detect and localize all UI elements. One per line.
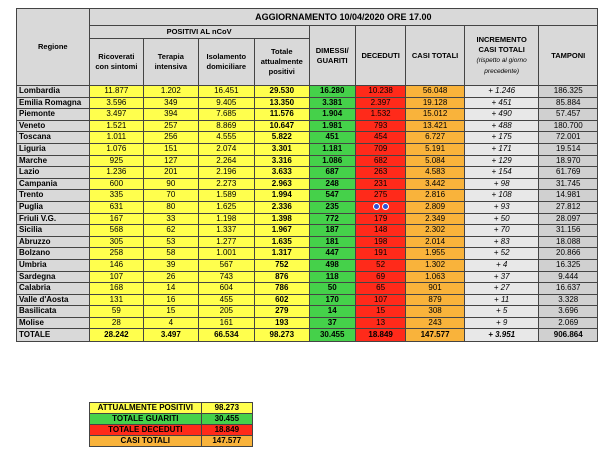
table-row [17, 306, 598, 318]
cell-ter: 127 [144, 155, 198, 167]
cell-inc: + 11 [464, 294, 539, 306]
header-totale-positivi: Totale attualmente positivi [255, 39, 309, 86]
cell-dim: 235 [309, 201, 355, 213]
cell-tot: 279 [255, 306, 309, 318]
cell-tot: 786 [255, 283, 309, 295]
cell-tot: 29.530 [255, 86, 309, 98]
cell-casi: 5.084 [406, 155, 465, 167]
cell-tamp: 186.325 [539, 86, 598, 98]
table-row [17, 201, 598, 213]
header-dimessi: DIMESSI/ GUARITI [309, 26, 355, 86]
table-row [17, 248, 598, 260]
cell-iso: 1.337 [198, 225, 254, 237]
cell-casi: 6.727 [406, 132, 465, 144]
cell-ter: 394 [144, 109, 198, 121]
cell-ter: 3.497 [144, 329, 198, 342]
cell-regione: Marche [17, 155, 90, 167]
cell-dim: 181 [309, 236, 355, 248]
table-row [17, 225, 598, 237]
cell-dim: 687 [309, 167, 355, 179]
cell-ric: 11.877 [89, 86, 143, 98]
cell-iso: 2.264 [198, 155, 254, 167]
cell-inc: + 171 [464, 143, 539, 155]
table-title: AGGIORNAMENTO 10/04/2020 ORE 17.00 [89, 9, 597, 26]
cell-tamp: 9.444 [539, 271, 598, 283]
cell-ric: 631 [89, 201, 143, 213]
cell-dec: 275 [355, 190, 405, 202]
cell-ric: 305 [89, 236, 143, 248]
cell-inc: + 52 [464, 248, 539, 260]
cell-inc: + 9 [464, 317, 539, 329]
cell-dec: 69 [355, 271, 405, 283]
header-isolamento: Isolamento domiciliare [198, 39, 254, 86]
cell-tamp: 19.514 [539, 143, 598, 155]
cell-dec: 682 [355, 155, 405, 167]
cell-ter: 257 [144, 120, 198, 132]
cell-ric: 59 [89, 306, 143, 318]
cell-inc: + 83 [464, 236, 539, 248]
cell-dim: 1.086 [309, 155, 355, 167]
cell-tamp: 2.069 [539, 317, 598, 329]
cell-iso: 743 [198, 271, 254, 283]
cell-ter: 80 [144, 201, 198, 213]
cell-tamp: 18.970 [539, 155, 598, 167]
cell-ric: 3.596 [89, 97, 143, 109]
cell-casi: 1.063 [406, 271, 465, 283]
cell-casi: 4.583 [406, 167, 465, 179]
cell-ter: 16 [144, 294, 198, 306]
cell-tot: 1.967 [255, 225, 309, 237]
cell-casi: 56.048 [406, 86, 465, 98]
cell-tot: 10.647 [255, 120, 309, 132]
cell-dim: 498 [309, 259, 355, 271]
cell-tamp: 20.866 [539, 248, 598, 260]
legend-label: TOTALE DECEDUTI [90, 425, 202, 436]
cell-iso: 2.273 [198, 178, 254, 190]
cell-iso: 4.555 [198, 132, 254, 144]
cell-dim: 447 [309, 248, 355, 260]
cell-regione: Umbria [17, 259, 90, 271]
cell-ric: 258 [89, 248, 143, 260]
cell-dec: 1.532 [355, 109, 405, 121]
table-row [17, 213, 598, 225]
cell-ter: 14 [144, 283, 198, 295]
cell-inc: + 70 [464, 225, 539, 237]
table-row [17, 259, 598, 271]
cell-tamp: 14.981 [539, 190, 598, 202]
table-row [17, 109, 598, 121]
cell-tot: 1.317 [255, 248, 309, 260]
cell-ter: 151 [144, 143, 198, 155]
cell-ric: 167 [89, 213, 143, 225]
table-row [17, 120, 598, 132]
cell-tamp: 16.325 [539, 259, 598, 271]
cell-tot: 2.336 [255, 201, 309, 213]
cell-dim: 187 [309, 225, 355, 237]
cell-dec: 52 [355, 259, 405, 271]
cell-ter: 90 [144, 178, 198, 190]
cell-casi: 15.012 [406, 109, 465, 121]
legend-value: 147.577 [201, 436, 252, 447]
legend-value: 18.849 [201, 425, 252, 436]
legend-table [89, 402, 253, 447]
header-deceduti: DECEDUTI [355, 26, 405, 86]
cell-tot: 1.398 [255, 213, 309, 225]
cell-regione: Friuli V.G. [17, 213, 90, 225]
cell-ter: 349 [144, 97, 198, 109]
cell-iso: 205 [198, 306, 254, 318]
cell-regione: Trento [17, 190, 90, 202]
table-row [17, 317, 598, 329]
legend-value: 98.273 [201, 403, 252, 414]
cell-casi: 1.955 [406, 248, 465, 260]
cell-tamp: 27.812 [539, 201, 598, 213]
cell-ter: 33 [144, 213, 198, 225]
cell-ter: 53 [144, 236, 198, 248]
cell-casi: 308 [406, 306, 465, 318]
cell-dec: 10.238 [355, 86, 405, 98]
cell-tot: 876 [255, 271, 309, 283]
cell-iso: 8.869 [198, 120, 254, 132]
cell-ric: 146 [89, 259, 143, 271]
cell-tot: 98.273 [255, 329, 309, 342]
cell-dim: 118 [309, 271, 355, 283]
cell-dim: 451 [309, 132, 355, 144]
cell-ter: 15 [144, 306, 198, 318]
table-row [17, 167, 598, 179]
cell-casi: 2.809 [406, 201, 465, 213]
header-incremento-note: (rispetto al giorno precedente) [476, 56, 527, 75]
cell-casi: 13.421 [406, 120, 465, 132]
header-terapia: Terapia intensiva [144, 39, 198, 86]
cell-inc: + 50 [464, 213, 539, 225]
header-tamponi: TAMPONI [539, 26, 598, 86]
cell-ric: 107 [89, 271, 143, 283]
cell-ter: 39 [144, 259, 198, 271]
cell-dec: 709 [355, 143, 405, 155]
cell-dec: 263 [355, 167, 405, 179]
cell-casi: 5.191 [406, 143, 465, 155]
cell-regione: Veneto [17, 120, 90, 132]
cell-dec: 2.397 [355, 97, 405, 109]
cell-inc: + 490 [464, 109, 539, 121]
cell-iso: 9.405 [198, 97, 254, 109]
cell-tot: 5.822 [255, 132, 309, 144]
cell-casi: 147.577 [406, 329, 465, 342]
cell-inc: + 108 [464, 190, 539, 202]
cell-dim: 1.981 [309, 120, 355, 132]
cell-iso: 567 [198, 259, 254, 271]
cell-dec: 454 [355, 132, 405, 144]
cell-ter: 58 [144, 248, 198, 260]
table-row [17, 155, 598, 167]
cell-ric: 925 [89, 155, 143, 167]
blue-dot-icon [382, 203, 389, 210]
cell-ter: 1.202 [144, 86, 198, 98]
cell-regione: Abruzzo [17, 236, 90, 248]
cell-iso: 604 [198, 283, 254, 295]
cell-regione: Lombardia [17, 86, 90, 98]
cell-iso: 2.196 [198, 167, 254, 179]
cell-regione: Bolzano [17, 248, 90, 260]
cell-tot: 752 [255, 259, 309, 271]
cell-casi: 2.349 [406, 213, 465, 225]
cell-tamp: 3.328 [539, 294, 598, 306]
header-ricoverati: Ricoverati con sintomi [89, 39, 143, 86]
cell-regione: Campania [17, 178, 90, 190]
cell-tot: 602 [255, 294, 309, 306]
cell-inc: + 37 [464, 271, 539, 283]
cell-dec: 65 [355, 283, 405, 295]
cell-dim: 50 [309, 283, 355, 295]
legend-row [90, 425, 253, 436]
cell-tamp: 85.884 [539, 97, 598, 109]
cell-casi: 879 [406, 294, 465, 306]
cell-tot: 13.350 [255, 97, 309, 109]
cell-iso: 1.277 [198, 236, 254, 248]
cell-dec: 179 [355, 213, 405, 225]
cell-inc: + 175 [464, 132, 539, 144]
cell-tamp: 3.696 [539, 306, 598, 318]
cell-dec: 793 [355, 120, 405, 132]
cell-tamp: 180.700 [539, 120, 598, 132]
cell-ter: 62 [144, 225, 198, 237]
cell-tot: 193 [255, 317, 309, 329]
cell-iso: 161 [198, 317, 254, 329]
cell-inc: + 93 [464, 201, 539, 213]
legend-row [90, 414, 253, 425]
cell-ter: 4 [144, 317, 198, 329]
header-casi-totali: CASI TOTALI [406, 26, 465, 86]
cell-dec: 15 [355, 306, 405, 318]
cell-regione: Calabria [17, 283, 90, 295]
legend-label: ATTUALMENTE POSITIVI [90, 403, 202, 414]
cell-ric: 168 [89, 283, 143, 295]
cell-tot: 3.633 [255, 167, 309, 179]
cell-tot: 1.994 [255, 190, 309, 202]
header-positivi: POSITIVI AL nCoV [89, 26, 309, 39]
header-incremento [464, 26, 539, 86]
cell-dim: 1.904 [309, 109, 355, 121]
cell-regione: Valle d'Aosta [17, 294, 90, 306]
cell-inc: + 3.951 [464, 329, 539, 342]
table-row [17, 190, 598, 202]
table-row [17, 132, 598, 144]
cell-inc: + 4 [464, 259, 539, 271]
legend-row [90, 403, 253, 414]
cell-dec: 231 [355, 178, 405, 190]
cell-ter: 70 [144, 190, 198, 202]
totals-row [17, 329, 598, 342]
cell-iso: 2.074 [198, 143, 254, 155]
cell-tamp: 57.457 [539, 109, 598, 121]
table-row [17, 143, 598, 155]
cell-ric: 28.242 [89, 329, 143, 342]
cell-tamp: 72.001 [539, 132, 598, 144]
cell-ric: 1.076 [89, 143, 143, 155]
cell-casi: 243 [406, 317, 465, 329]
cell-inc: + 129 [464, 155, 539, 167]
cell-regione: Puglia [17, 201, 90, 213]
cell-tot: 3.316 [255, 155, 309, 167]
cell-casi: 2.302 [406, 225, 465, 237]
cell-dim: 16.280 [309, 86, 355, 98]
cell-regione: Emilia Romagna [17, 97, 90, 109]
cell-dim: 772 [309, 213, 355, 225]
table-row [17, 294, 598, 306]
cell-dim: 170 [309, 294, 355, 306]
cell-dim: 1.181 [309, 143, 355, 155]
cell-casi: 3.442 [406, 178, 465, 190]
cell-ric: 568 [89, 225, 143, 237]
cell-ric: 1.521 [89, 120, 143, 132]
cell-regione: TOTALE [17, 329, 90, 342]
cell-dec: 107 [355, 294, 405, 306]
cell-ric: 28 [89, 317, 143, 329]
cell-casi: 1.302 [406, 259, 465, 271]
cell-iso: 7.685 [198, 109, 254, 121]
cell-regione: Molise [17, 317, 90, 329]
cell-tot: 3.301 [255, 143, 309, 155]
header-regione: Regione [17, 9, 90, 86]
table-row [17, 283, 598, 295]
cell-regione: Toscana [17, 132, 90, 144]
cell-ric: 131 [89, 294, 143, 306]
cell-ter: 26 [144, 271, 198, 283]
cell-inc: + 451 [464, 97, 539, 109]
cell-inc: + 488 [464, 120, 539, 132]
cell-iso: 455 [198, 294, 254, 306]
covid-data-table [16, 8, 598, 342]
cell-regione: Sicilia [17, 225, 90, 237]
blue-dot-icon [373, 203, 380, 210]
cell-iso: 1.589 [198, 190, 254, 202]
cell-dim: 30.455 [309, 329, 355, 342]
cell-regione: Basilicata [17, 306, 90, 318]
cell-inc: + 1.246 [464, 86, 539, 98]
cell-ter: 256 [144, 132, 198, 144]
cell-ric: 1.011 [89, 132, 143, 144]
header-incremento-label: INCREMENTO CASI TOTALI [476, 34, 527, 54]
cell-ric: 335 [89, 190, 143, 202]
cell-iso: 16.451 [198, 86, 254, 98]
cell-casi: 2.816 [406, 190, 465, 202]
cell-iso: 1.198 [198, 213, 254, 225]
cell-tot: 1.635 [255, 236, 309, 248]
cell-regione: Piemonte [17, 109, 90, 121]
cell-dim: 248 [309, 178, 355, 190]
cell-regione: Lazio [17, 167, 90, 179]
table-row [17, 86, 598, 98]
cell-ric: 3.497 [89, 109, 143, 121]
cell-dec: 13 [355, 317, 405, 329]
cell-dec: 148 [355, 225, 405, 237]
table-row [17, 178, 598, 190]
cell-iso: 1.625 [198, 201, 254, 213]
cell-casi: 19.128 [406, 97, 465, 109]
legend-label: TOTALE GUARITI [90, 414, 202, 425]
cell-tamp: 18.088 [539, 236, 598, 248]
cell-regione: Sardegna [17, 271, 90, 283]
legend-value: 30.455 [201, 414, 252, 425]
cell-inc: + 98 [464, 178, 539, 190]
cell-ter: 201 [144, 167, 198, 179]
cell-tamp: 16.637 [539, 283, 598, 295]
cell-casi: 2.014 [406, 236, 465, 248]
cell-ric: 1.236 [89, 167, 143, 179]
cell-inc: + 154 [464, 167, 539, 179]
cell-casi: 901 [406, 283, 465, 295]
cell-dec [355, 201, 405, 213]
cell-tamp: 28.097 [539, 213, 598, 225]
cell-dim: 14 [309, 306, 355, 318]
table-row [17, 97, 598, 109]
legend-label: CASI TOTALI [90, 436, 202, 447]
cell-inc: + 27 [464, 283, 539, 295]
cell-tamp: 31.156 [539, 225, 598, 237]
cell-dim: 547 [309, 190, 355, 202]
cell-tamp: 906.864 [539, 329, 598, 342]
cell-iso: 66.534 [198, 329, 254, 342]
cell-dim: 3.381 [309, 97, 355, 109]
cell-dec: 198 [355, 236, 405, 248]
cell-regione: Liguria [17, 143, 90, 155]
legend-row [90, 436, 253, 447]
cell-dec: 18.849 [355, 329, 405, 342]
table-row [17, 236, 598, 248]
cell-tot: 2.963 [255, 178, 309, 190]
cell-inc: + 5 [464, 306, 539, 318]
cell-tot: 11.576 [255, 109, 309, 121]
cell-dec: 191 [355, 248, 405, 260]
cell-iso: 1.001 [198, 248, 254, 260]
cell-dim: 37 [309, 317, 355, 329]
cell-ric: 600 [89, 178, 143, 190]
cell-tamp: 61.769 [539, 167, 598, 179]
table-row [17, 271, 598, 283]
cell-tamp: 31.745 [539, 178, 598, 190]
